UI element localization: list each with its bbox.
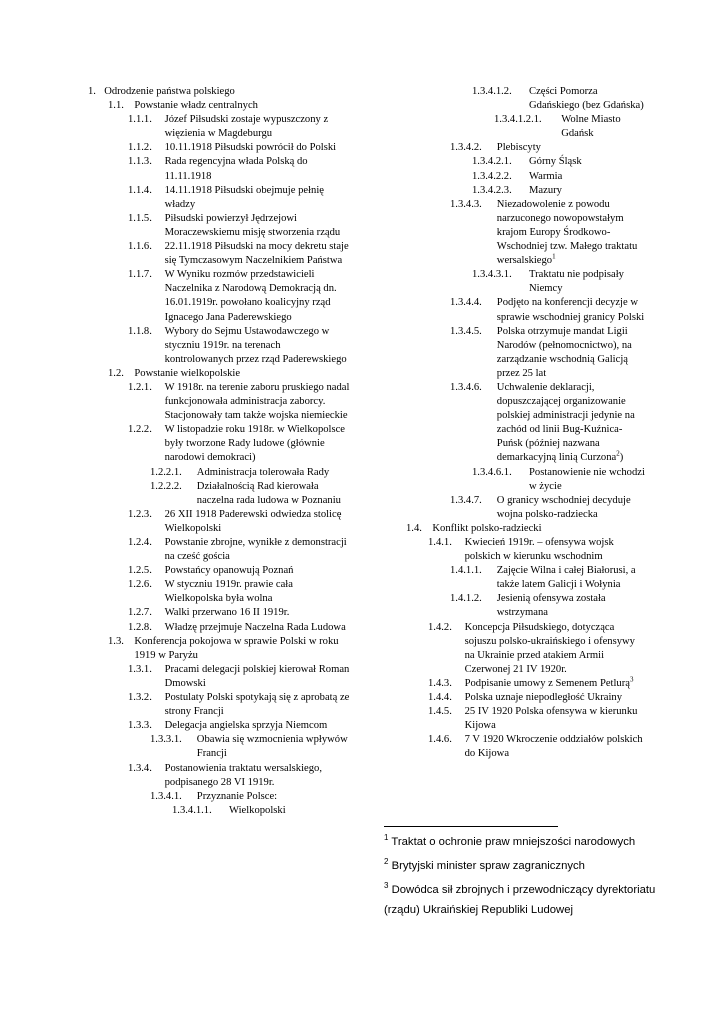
outline-text <box>529 268 646 296</box>
footnote-separator <box>384 826 558 827</box>
outline-text <box>529 85 646 113</box>
outline-number: 1.3.4.2.3. <box>472 184 512 196</box>
outline-text <box>497 198 646 268</box>
outline-text-body: Uchwalenie deklaracji, dopuszczającej organizowanie polskiej administracji jedynie na zachód od linii Bug-Kuźnica-Puńsk (później nazwana demarkacyjną linią Curzona <box>496 381 635 464</box>
outline-number: 1.3.4.2.1. <box>472 156 512 168</box>
outline-text-body: Wolne Miasto Gdańsk <box>561 114 621 140</box>
outline-number: 1.4.5. <box>428 706 452 718</box>
outline-item <box>88 578 350 606</box>
outline-number: 1.3.1. <box>128 663 152 675</box>
outline-text-body: Działalnością Rad kierowała naczelna rada ludowa w Poznaniu <box>196 480 341 506</box>
outline-item <box>384 677 646 691</box>
outline-text-body: Piłsudski powierzył Jędrzejowi Moraczewskiemu misję stworzenia rządu <box>164 212 341 238</box>
outline-item <box>384 296 646 324</box>
outline-text <box>529 155 646 169</box>
outline-text <box>165 381 350 423</box>
outline-text-body: Walki przerwano 16 II 1919r. <box>164 607 290 619</box>
outline-text <box>165 621 350 635</box>
outline-item <box>384 592 646 620</box>
outline-text-body: Jesienią ofensywa została wstrzymana <box>496 593 606 619</box>
outline-text <box>529 184 646 198</box>
outline-text <box>165 719 350 733</box>
outline-text-body: Koncepcja Piłsudskiego, dotycząca sojuszu polsko-ukraińskiego i ofensywy na Ukrainie przed atakiem Armii Czerwonej 21 IV 1920r. <box>464 621 635 675</box>
outline-item <box>384 705 646 733</box>
outline-item <box>384 268 646 296</box>
outline-number: 1.3.4.6. <box>450 381 482 393</box>
outline-number: 1.1.8. <box>128 325 152 337</box>
outline-text-body: Przyznanie Polsce: <box>196 790 278 802</box>
outline-text <box>165 141 350 155</box>
outline-text-body: W 1918r. na terenie zaboru pruskiego nadal funkcjonowała administracja zaborcy. Stacjonowały tam także wojska niemieckie <box>164 381 350 422</box>
outline-text <box>165 508 350 536</box>
outline-text <box>465 705 646 733</box>
outline-number: 1.1.7. <box>128 269 152 281</box>
outline-item <box>88 381 350 423</box>
outline-text-body: Części Pomorza Gdańskiego (bez Gdańska) <box>529 86 644 112</box>
outline-item <box>384 85 646 113</box>
outline-item <box>384 494 646 522</box>
outline-text <box>104 85 350 99</box>
outline-number: 1.3.4.5. <box>450 325 482 337</box>
outline-item <box>384 170 646 184</box>
outline-item <box>88 141 350 155</box>
outline-text <box>165 691 350 719</box>
outline-number: 1.3.4.1.1. <box>172 804 212 816</box>
outline-text-body: Plebiscyty <box>496 142 541 154</box>
outline-item <box>88 99 350 113</box>
footnote <box>384 880 674 920</box>
outline-text <box>497 296 646 324</box>
outline-text-body: O granicy wschodniej decyduje wojna polsko-radziecka <box>496 494 631 520</box>
outline-text-body: Polska uznaje niepodległość Ukrainy <box>464 692 622 704</box>
outline-text-body: 10.11.1918 Piłsudski powrócił do Polski <box>164 142 337 154</box>
outline-text-body: Powstanie wielkopolskie <box>134 367 241 379</box>
outline-item <box>88 762 350 790</box>
outline-item <box>88 804 350 818</box>
outline-number: 1.2.4. <box>128 537 152 548</box>
outline-text-body: Rada regencyjna włada Polską do 11.11.1918 <box>164 156 308 182</box>
outline-number: 1.4.1. <box>428 537 452 548</box>
outline-item <box>88 733 350 761</box>
outline-item <box>88 536 350 564</box>
outline-item <box>88 691 350 719</box>
outline-text-body: 14.11.1918 Piłsudski obejmuje pełnię władzy <box>164 184 324 210</box>
outline-item <box>88 635 350 663</box>
outline-number: 1.1.2. <box>128 142 152 154</box>
outline-text-body: Górny Śląsk <box>529 156 582 168</box>
outline-item <box>384 113 646 141</box>
footnote-reference: 1 <box>552 252 556 261</box>
outline-item <box>384 381 646 466</box>
outline-item <box>88 268 350 324</box>
outline-item <box>88 466 350 480</box>
footnote-text: Brytyjski minister spraw zagranicznych <box>391 860 585 872</box>
outline-number: 1.2.7. <box>128 607 152 619</box>
outline-text-body: Konferencja pokojowa w sprawie Polski w roku 1919 w Paryżu <box>134 635 339 661</box>
outline-text <box>529 170 646 184</box>
outline-text-body: Odrodzenie państwa polskiego <box>104 86 235 97</box>
outline-text-body: Postanowienie nie wchodzi w życie <box>529 466 645 492</box>
outline-number: 1.2. <box>108 367 124 379</box>
outline-text <box>497 494 646 522</box>
outline-text-body: W styczniu 1919r. prawie cała Wielkopolska była wolna <box>164 579 293 605</box>
outline-number: 1.3.4.3. <box>450 198 482 210</box>
outline-number: 1.1.5. <box>128 212 152 224</box>
footnote-text: Dowódca sił zbrojnych i przewodniczący dyrektoriatu (rządu) Ukraińskiej Republiki Ludowej <box>384 884 656 916</box>
outline-number: 1.3.4. <box>128 762 152 774</box>
outline-text-body: Warmia <box>529 170 563 182</box>
footnote-mark: 2 <box>384 857 389 867</box>
outline-number: 1.2.3. <box>128 508 152 520</box>
outline-number: 1.2.2.2. <box>150 480 182 492</box>
outline-text <box>165 762 350 790</box>
outline-number: 1. <box>88 86 96 97</box>
outline-item <box>88 113 350 141</box>
outline-text-body: Wybory do Sejmu Ustawodawczego w styczniu 1919r. na terenach kontrolowanych przez rząd Paderewskiego <box>164 325 347 365</box>
outline-item <box>384 536 646 564</box>
footnote-mark: 1 <box>384 833 389 843</box>
outline-number: 1.3.4.1.2.1. <box>494 114 542 126</box>
outline-item <box>88 663 350 691</box>
outline-number: 1.2.6. <box>128 579 152 591</box>
outline-text <box>165 578 350 606</box>
outline-item <box>384 184 646 198</box>
outline-text <box>197 466 350 480</box>
outline-item <box>88 240 350 268</box>
outline-item <box>88 621 350 635</box>
outline-text <box>432 522 646 536</box>
outline-text <box>497 592 646 620</box>
outline-item <box>88 606 350 620</box>
outline-text <box>165 240 350 268</box>
outline-text-body: Powstanie zbrojne, wynikłe z demonstracji na cześć gościa <box>164 537 347 563</box>
outline-number: 1.3. <box>108 635 124 647</box>
outline-number: 1.1. <box>108 100 124 112</box>
outline-text <box>229 804 350 818</box>
outline-text-body: Postanowienia traktatu wersalskiego, podpisanego 28 VI 1919r. <box>164 762 322 788</box>
outline-text <box>165 325 350 367</box>
outline-number: 1.2.2.1. <box>150 466 182 478</box>
outline-number: 1.4. <box>406 522 422 534</box>
outline-number: 1.3.4.1.2. <box>472 86 512 97</box>
outline-text <box>465 621 646 677</box>
outline-text <box>497 325 646 381</box>
outline-text-body: 22.11.1918 Piłsudski na mocy dekretu staje się Tymczasowym Naczelnikiem Państwa <box>164 241 349 267</box>
outline-text <box>165 155 350 183</box>
outline-text-body: Administracja tolerowała Rady <box>196 466 330 478</box>
outline-item <box>384 155 646 169</box>
outline-text-body: 26 XII 1918 Paderewski odwiedza stolicę Wielkopolski <box>164 508 342 534</box>
outline-text-body: W Wyniku rozmów przedstawicieli Naczelnika z Narodową Demokracją dn. 16.01.1919r. powołano koalicyjny rząd Ignacego Jana Paderewskiego <box>164 269 337 323</box>
footnote <box>384 856 674 876</box>
outline-item <box>384 522 646 536</box>
outline-text <box>465 733 646 761</box>
outline-item <box>384 564 646 592</box>
outline-number: 1.2.5. <box>128 565 152 577</box>
outline-number: 1.4.1.1. <box>450 565 482 577</box>
outline-text-body: Mazury <box>529 184 562 196</box>
outline-number: 1.1.1. <box>128 114 152 126</box>
outline-text-body: Kwiecień 1919r. – ofensywa wojsk polskich w kierunku wschodnim <box>464 537 614 563</box>
footnote-text: Traktat o ochronie praw mniejszości narodowych <box>391 836 636 848</box>
outline-number: 1.4.1.2. <box>450 593 482 605</box>
outline-text <box>165 184 350 212</box>
outline-text <box>165 606 350 620</box>
outline-text-tail: ) <box>619 452 624 464</box>
outline-item <box>88 480 350 508</box>
outline-text <box>497 564 646 592</box>
outline-text <box>497 381 646 466</box>
outline-number: 1.2.1. <box>128 381 152 393</box>
outline-text <box>165 113 350 141</box>
outline-item <box>88 367 350 381</box>
footnote-reference: 3 <box>629 675 634 684</box>
outline-text <box>465 691 646 705</box>
outline-item <box>384 621 646 677</box>
outline-text-body: Powstanie władz centralnych <box>134 100 258 112</box>
outline-number: 1.1.6. <box>128 241 152 253</box>
outline-item <box>88 564 350 578</box>
outline-text <box>197 790 350 804</box>
footnote-mark: 3 <box>384 881 389 891</box>
outline-text-body: Postulaty Polski spotykają się z aprobatą ze strony Francji <box>164 692 350 718</box>
outline-text <box>465 677 646 691</box>
outline-item <box>384 325 646 381</box>
outline-item <box>88 325 350 367</box>
outline-item <box>384 466 646 494</box>
outline-text-body: Podjęto na konferencji decyzje w sprawie wschodniej granicy Polski <box>496 297 645 323</box>
outline-text-body: Wielkopolski <box>229 804 286 816</box>
outline-item <box>88 508 350 536</box>
outline-text-body: Niezadowolenie z powodu narzuconego nowopowstałym krajom Europy Środkowo-Wschodniej tzw. Małego traktatu wersalskiego <box>496 198 638 267</box>
outline-number: 1.1.3. <box>128 156 152 168</box>
outline-item <box>88 790 350 804</box>
outline-text-body: Delegacja angielska sprzyja Niemcom <box>164 720 328 732</box>
outline-item <box>88 423 350 465</box>
outline-text <box>165 564 350 578</box>
outline-number: 1.4.3. <box>428 677 452 689</box>
outline-text <box>561 113 646 141</box>
footnotes <box>384 832 674 924</box>
outline-item <box>88 719 350 733</box>
outline-text <box>165 212 350 240</box>
outline-item <box>88 155 350 183</box>
outline-number: 1.3.4.1. <box>150 790 182 802</box>
outline-text <box>134 99 350 113</box>
outline-number: 1.3.4.3.1. <box>472 269 512 281</box>
outline-number: 1.1.4. <box>128 184 152 196</box>
outline-text-body: Traktatu nie podpisały Niemcy <box>529 269 624 295</box>
outline-number: 1.2.2. <box>128 424 152 436</box>
outline-number: 1.3.4.4. <box>450 297 482 309</box>
outline-text <box>465 536 646 564</box>
outline-text <box>134 367 350 381</box>
outline-number: 1.2.8. <box>128 621 152 633</box>
outline-text <box>497 141 646 155</box>
outline-text-body: Konflikt polsko-radziecki <box>432 522 542 534</box>
outline-item <box>384 733 646 761</box>
outline-text <box>165 536 350 564</box>
outline-text <box>197 733 350 761</box>
outline-number: 1.3.4.2.2. <box>472 170 512 182</box>
outline-text-body: W listopadzie roku 1918r. w Wielkopolsce były tworzone Rady ludowe (głównie narodowi demokraci) <box>164 424 346 464</box>
outline-number: 1.3.4.2. <box>450 142 482 154</box>
outline-text-body: 7 V 1920 Wkroczenie oddziałów polskich do Kijowa <box>464 734 643 760</box>
outline-text-body: 25 IV 1920 Polska ofensywa w kierunku Kijowa <box>464 706 638 732</box>
outline-text <box>165 268 350 324</box>
outline-text <box>165 663 350 691</box>
outline-text-body: Zajęcie Wilna i całej Białorusi, a także latem Galicji i Wołynia <box>496 565 636 591</box>
outline-item <box>384 198 646 268</box>
outline-item <box>384 141 646 155</box>
outline-number: 1.3.2. <box>128 692 152 704</box>
outline-number: 1.3.4.6.1. <box>472 466 512 478</box>
outline-text-body: Podpisanie umowy z Semenem Petlurą <box>464 677 630 689</box>
outline-text-body: Powstańcy opanowują Poznań <box>164 565 294 577</box>
outline-left-column <box>88 85 350 818</box>
footnote-reference: 2 <box>616 449 620 458</box>
outline-number: 1.3.4.7. <box>450 494 482 506</box>
outline-right-column <box>384 85 646 762</box>
outline-number: 1.3.3.1. <box>150 734 182 746</box>
outline-item <box>88 85 350 99</box>
outline-text-body: Polska otrzymuje mandat Ligii Narodów (pełnomocnictwo), na zarządzanie wschodnią Galicją przez 25 lat <box>496 325 632 379</box>
outline-number: 1.4.2. <box>428 621 452 633</box>
outline-number: 1.3.3. <box>128 720 152 732</box>
footnote <box>384 832 674 852</box>
outline-text <box>197 480 350 508</box>
outline-item <box>384 691 646 705</box>
outline-text-body: Józef Piłsudski zostaje wypuszczony z więzienia w Magdeburgu <box>164 114 329 140</box>
outline-text-body: Obawia się wzmocnienia wpływów Francji <box>196 734 348 760</box>
outline-text <box>134 635 350 663</box>
outline-text-body: Władzę przejmuje Naczelna Rada Ludowa <box>164 621 346 633</box>
outline-number: 1.4.4. <box>428 692 452 704</box>
outline-text <box>529 466 646 494</box>
outline-item <box>88 212 350 240</box>
outline-number: 1.4.6. <box>428 734 452 746</box>
outline-item <box>88 184 350 212</box>
outline-text-body: Pracami delegacji polskiej kierował Roman Dmowski <box>164 663 350 689</box>
outline-text <box>165 423 350 465</box>
